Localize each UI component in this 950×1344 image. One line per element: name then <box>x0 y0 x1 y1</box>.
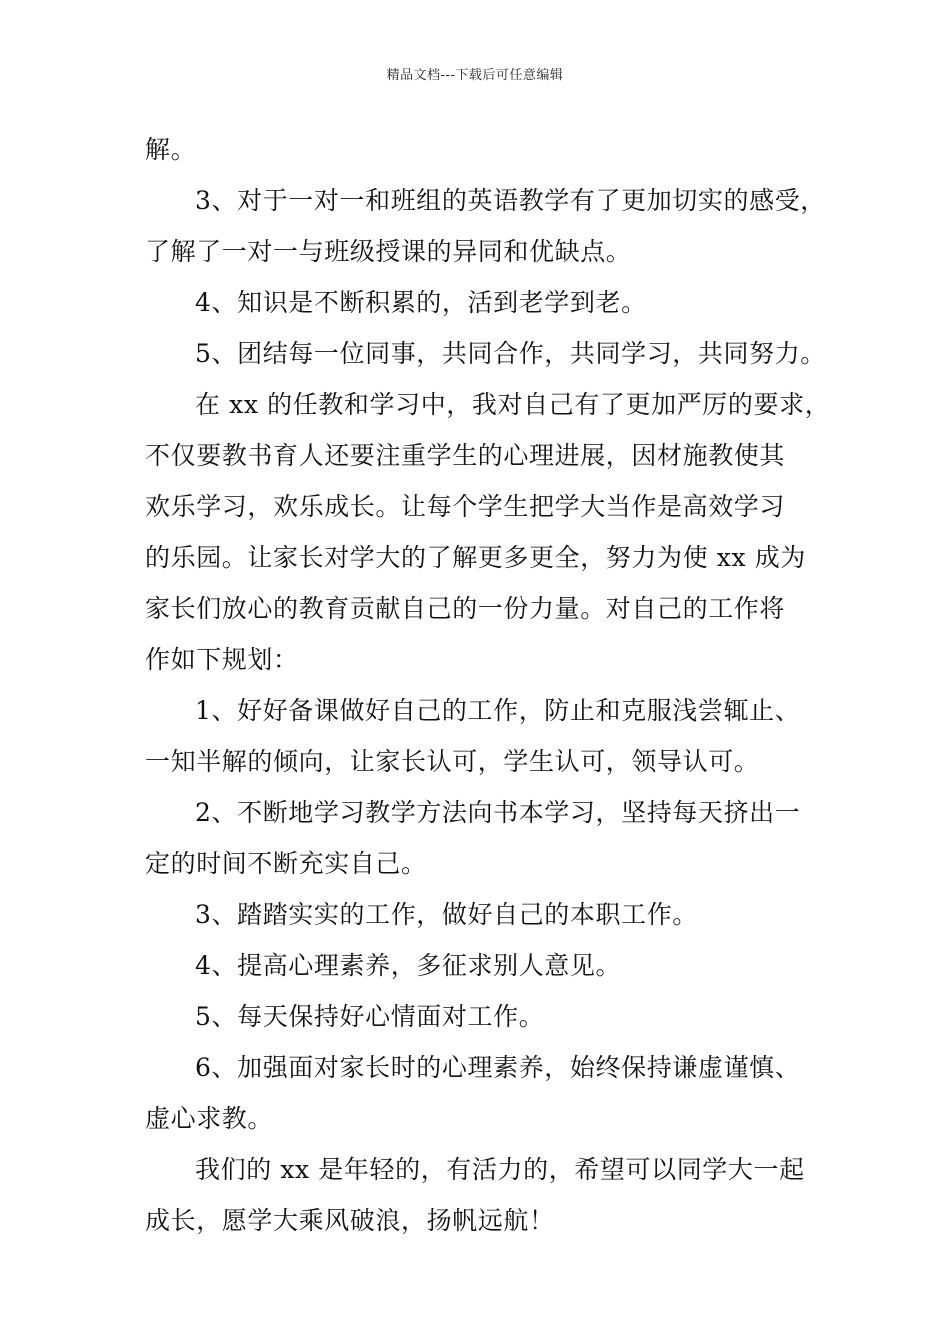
text-line: 成长，愿学大乘风破浪，扬帆远航！ <box>145 1206 555 1235</box>
text-line: 欢乐学习，欢乐成长。让每个学生把学大当作是高效学习 <box>145 492 786 521</box>
text-line: 的乐园。让家长对学大的了解更多更全，努力为使 xx 成为 <box>145 543 806 572</box>
text-line: 在 xx 的任教和学习中，我对自己有了更加严厉的要求， <box>195 390 831 419</box>
text-line: 5、团结每一位同事，共同合作，共同学习，共同努力。 <box>195 339 826 368</box>
text-line: 4、知识是不断积累的，活到老学到老。 <box>195 288 647 317</box>
text-line: 了解了一对一与班级授课的异同和优缺点。 <box>145 237 632 266</box>
text-line: 5、每天保持好心情面对工作。 <box>195 1002 545 1031</box>
text-line: 家长们放心的教育贡献自己的一份力量。对自己的工作将 <box>145 594 786 623</box>
page-header: 精品文档---下载后可任意编辑 <box>386 68 564 83</box>
text-line: 不仅要教书育人还要注重学生的心理进展，因材施教使其 <box>145 441 786 470</box>
text-line: 6、加强面对家长时的心理素养，始终保持谦虚谨慎、 <box>195 1053 801 1082</box>
text-line: 3、踏踏实实的工作，做好自己的本职工作。 <box>195 900 698 929</box>
text-line: 我们的 xx 是年轻的，有活力的，希望可以同学大一起 <box>195 1155 805 1184</box>
text-line: 3、对于一对一和班组的英语教学有了更加切实的感受， <box>195 186 826 215</box>
text-line: 4、提高心理素养，多征求别人意见。 <box>195 951 622 980</box>
text-line: 虚心求教。 <box>145 1104 274 1133</box>
text-line: 2、不断地学习教学方法向书本学习，坚持每天挤出一 <box>195 798 801 827</box>
text-line: 解。 <box>145 135 197 164</box>
document-body <box>145 124 831 1246</box>
text-line: 1、好好备课做好自己的工作，防止和克服浅尝辄止、 <box>195 696 801 725</box>
text-line: 作如下规划： <box>145 645 299 674</box>
text-line: 定的时间不断充实自己。 <box>145 849 427 878</box>
text-line: 一知半解的倾向，让家长认可，学生认可，领导认可。 <box>145 747 760 776</box>
